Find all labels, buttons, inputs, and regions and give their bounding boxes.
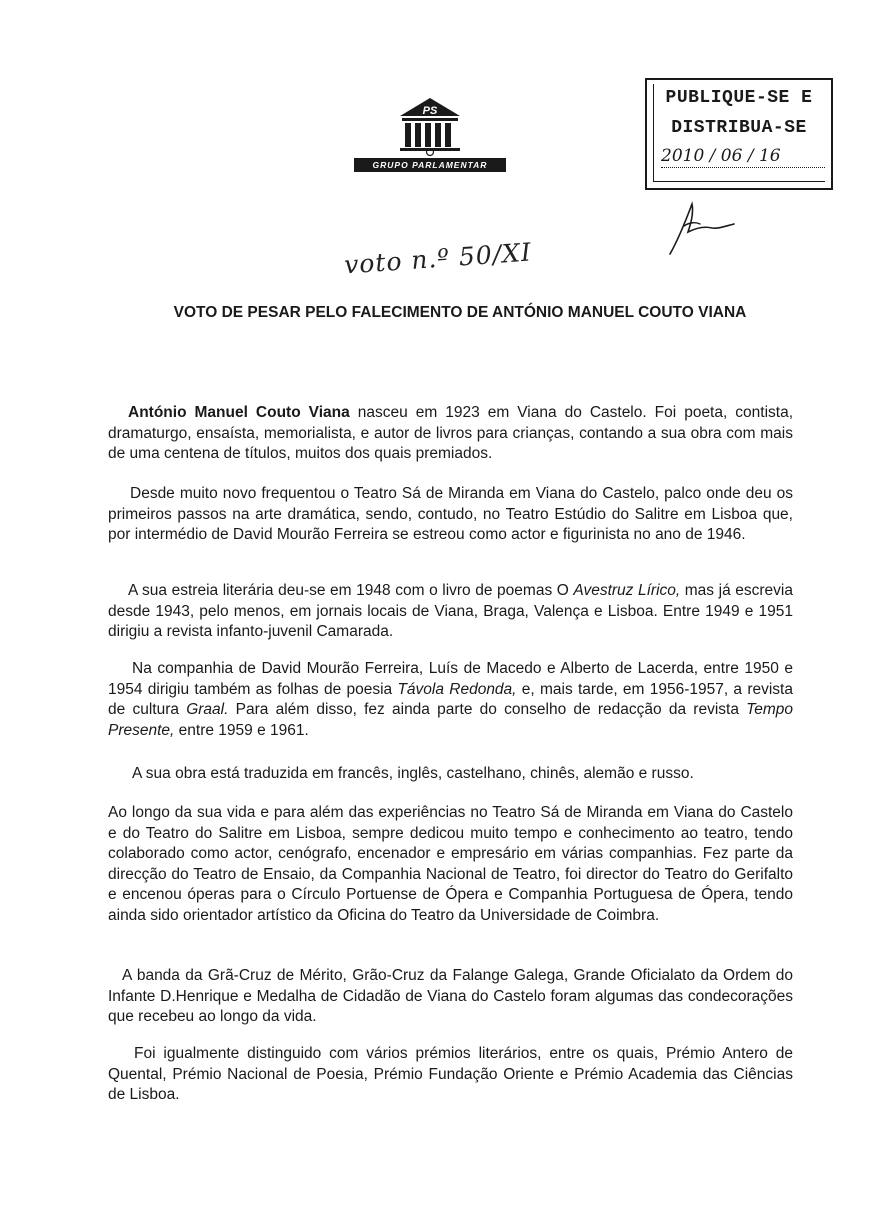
stamp-line-2: DISTRIBUA-SE — [671, 118, 807, 138]
paragraph-7: A banda da Grã-Cruz de Mérito, Grão-Cruz da Falange Galega, Grande Oficialato da Ordem do Infante D.Henrique e Medalha de Cidadão de Viana do Castelo foram algumas das condecorações que recebeu ao longo da vida. — [108, 967, 793, 1026]
paragraph-5: A sua obra está traduzida em francês, inglês, castelhano, chinês, alemão e russo. — [132, 765, 694, 782]
paragraph-3-before: A sua estreia literária deu-se em 1948 com o livro de poemas O — [128, 582, 574, 599]
building-icon — [354, 96, 506, 158]
paragraph-4 — [108, 659, 793, 741]
paragraph-1-text: nasceu em 1923 em Viana do Castelo. Foi poeta, contista, dramaturgo, ensaísta, memorialista, e autor de livros para crianças, contando a sua obra com mais de uma centena de títulos, muitos dos quais premiados. — [108, 404, 794, 463]
subject-name: António Manuel Couto Viana — [128, 404, 350, 421]
logo-label-text: GRUPO PARLAMENTAR — [372, 160, 488, 170]
stamp-line-1: PUBLIQUE-SE E — [665, 88, 813, 108]
paragraph-4-c: e, mais tarde, em 1956-1957, a revista de cultura — [108, 680, 793, 719]
vote-number: voto n.º 50/XI — [343, 237, 533, 280]
logo-label — [354, 158, 506, 172]
paragraph-4-e: Para além disso, fez ainda parte do conselho de redacção da revista — [228, 701, 747, 719]
paragraph-4-a: Na companhia de David Mourão Ferreira, Luís de Macedo e Alberto de Lacerda, entre 1950 e 1954 dirigiu também as folhas de poesia — [108, 660, 793, 698]
paragraph-3-after: mas já escrevia desde 1943, pelo menos, em jornais locais de Viana, Braga, Valença e Lisboa. Entre 1949 e 1951 dirigiu a revista infanto-juvenil Camarada. — [108, 582, 793, 641]
paragraph-3 — [108, 581, 793, 643]
logo-monogram: PS — [422, 105, 438, 117]
approval-stamp — [645, 78, 833, 190]
title-tavola-redonda: Távola Redonda, — [397, 680, 517, 698]
document-body — [108, 403, 794, 1104]
paragraph-8: Foi igualmente distinguido com vários prémios literários, entre os quais, Prémio Antero de Quental, Prémio Nacional de Poesia, Prémio Fundação Oriente e Prémio Academia das Ciências de Lisboa. — [108, 1045, 793, 1104]
paragraph-1 — [108, 403, 793, 465]
book-title-avestruz: Avestruz Lírico, — [573, 582, 681, 599]
title-graal: Graal. — [186, 701, 229, 719]
paragraph-4-g: entre 1959 e 1961. — [174, 721, 309, 739]
party-logo — [354, 96, 506, 176]
paragraph-2: Desde muito novo frequentou o Teatro Sá de Miranda em Viana do Castelo, palco onde deu os primeiros passos na arte dramática, sendo, contudo, no Teatro Estúdio do Salitre em Lisboa que, por intermédio de David Mourão Ferreira se estreou como actor e figurinista no ano de 1946. — [108, 485, 793, 544]
handwritten-signature — [660, 192, 740, 262]
document-title: VOTO DE PESAR PELO FALECIMENTO DE ANTÓNIO MANUEL COUTO VIANA — [173, 304, 747, 321]
paragraph-6: Ao longo da sua vida e para além das experiências no Teatro Sá de Miranda em Viana do Castelo e do Teatro do Salitre em Lisboa, sempre dedicou muito tempo e conhecimento ao teatro, tendo colaborado como actor, cenógrafo, encenador e empresário em várias companhias. Fez parte da direcção do Teatro de Ensaio, da Companhia Nacional de Teatro, foi director do Teatro do Gerifalto e encenou óperas para o Círculo Portuense de Ópera e Companhia Portuguesa de Ópera, tendo ainda sido orientador artístico da Oficina do Teatro da Universidade de Coimbra. — [108, 804, 793, 924]
title-tempo-presente: Tempo Presente, — [108, 701, 793, 739]
stamp-date: 2010 / 06 / 16 — [661, 146, 825, 168]
